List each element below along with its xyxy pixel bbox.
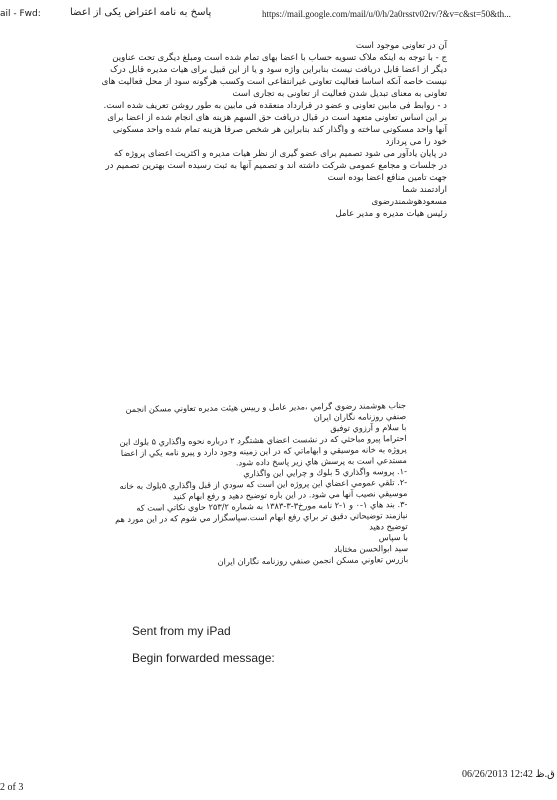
text-line: موسيقي نصيب آنها مي شود. در اين باره توضيح دهيد و رفع ابهام كنيد [172,487,408,502]
text-line: -۱. پروسه واگذاري 5 بلوك و چرايي اين واگذاري [243,465,408,479]
text-line: بر این اساس تعاونی متعهد است در قبال دریافت حق السهم هزینه های انجام شده از اعضا برای [107,113,447,123]
original-letter [114,400,409,569]
text-line: احتراما پيرو مباحثي كه در نشست اعضاي هشتگرد ۲ درباره نحوه واگذاري ۵ بلوك اين [119,432,407,448]
text-line: آنها واحد مسکونی ساخته و واگذار کند بنابراین هر شخص صرفا هزینه تمام شده واحد مسکونی [112,125,447,135]
url-text: https://mail.google.com/mail/u/0/h/2a0rsstv02rv/?&v=c&st=50&th... [262,9,511,19]
text-line: جناب هوشمند رضوي گرامي ،مدير عامل و رييس هيئت مديره تعاوني مسكن انجمن [125,400,407,414]
forwarded-header: Begin forwarded message: [132,651,275,665]
text-line: توضيح دهيد [369,520,408,532]
page-title: پاسخ به نامه اعتراض یکی از اعضا [70,7,212,18]
text-line: جهت تامین منافع اعضا بوده است [327,173,447,183]
text-line: نيازمند توضيحاتي دقيق تر براي رفع ابهام است.سپاسگزار مي شوم كه در اين مورد هم [114,509,408,525]
text-line: نیست خاصه آنکه اساسا فعالیت تعاونی غیرانتفاعی است وکسب هرگونه سود از محل فعالیت های [101,77,447,87]
text-line: تعاونی به معنای تبدیل شدن فعالیت از تعاونی به تجاری است [232,89,447,99]
text-line: -۲. تلقي عمومي اعضاي اين پروژه اين است كه سودي از قبل واگذاري ۵بلوك به خانه [119,476,408,492]
page-number: 2 of 3 [0,782,24,793]
text-line: صنفي روزنامه نگاران ايران [313,410,407,423]
closing-line: با سپاس [378,531,408,543]
text-line: آن در تعاونی موجود است [355,41,447,51]
signer-name: مسعودهوشمندرضوی [371,197,447,207]
text-line: دیگر از اعضا قابل دریافت نیست بنابراین واژه سود و یا از این قبیل برای هیات مدیره قابل درک [110,65,447,75]
print-timestamp: 06/26/2013 12:42 ق.ظ [462,769,555,780]
text-line: خود را می پردازد [385,137,447,147]
text-line: با سلام و آرزوي توفيق [330,421,407,434]
browser-tab-label: ail - Fwd: [0,9,41,19]
text-line: پروژه به خانه موسيقي و ابهاماتي كه در اين زمينه وجود دارد و پيرو نامه يكي از اعضا [120,443,407,458]
text-line: در جلسات و مجامع عمومی شرکت داشته اند و تصمیم آنها به ثبت رسیده است بهترین تصمیم در [105,161,447,171]
text-line: مستدعي است به پرسش هاي زير پاسخ داده شود. [235,454,407,468]
signer-title: رئیس هیات مدیره و مدیر عامل [335,209,447,219]
sent-from-line: Sent from my iPad [132,624,231,638]
reply-letter [67,40,447,220]
signer-name: سيد ابوالحسن مختاباد [333,542,409,555]
closing-line: ارادتمند شما [402,185,447,195]
text-line: د - روابط فی مابین تعاونی و عضو در قرارداد منعقده فی مابین به طور روشن تعریف شده است. [103,101,447,111]
signer-title: بازرس تعاوني مسكن انجمن صنفي روزنامه نگاران ايران [217,553,409,567]
text-line: -۳. بند هاي ۱-۰ و ۱-۲ نامه مورخ۳-۳-۱۳۸۳ به شماره ۲۵۳/۲ حاوي نكاتي است كه [136,498,408,513]
text-line: در پایان یادآور می شود تصمیم برای عضو گیری از نظر هیات مدیره و اکثریت اعضای پروژه که [113,149,447,159]
text-line: ج - با توجه به اینکه ملاک تسویه حساب با اعضا بهای تمام شده است ومبلغ دیگری تحت عناوین [112,53,447,63]
